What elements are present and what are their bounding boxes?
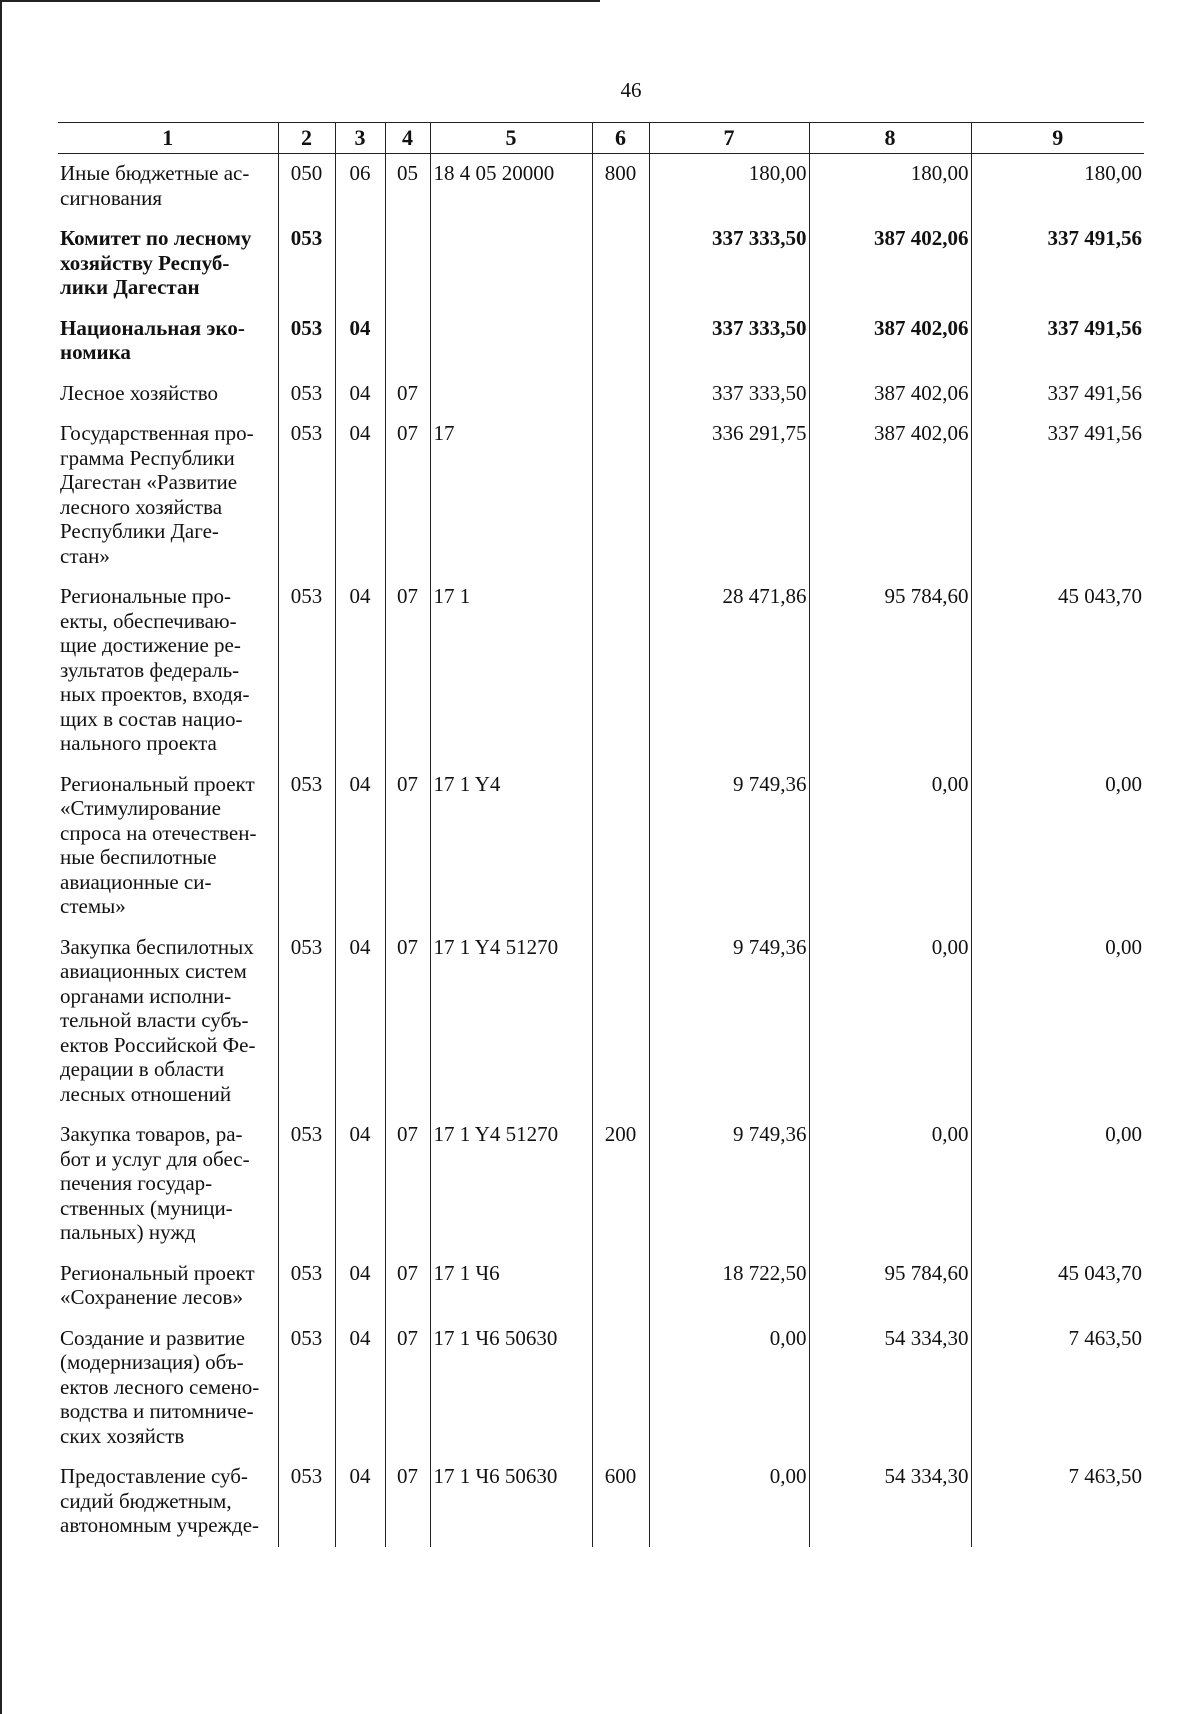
cell-subsection-code: 07 xyxy=(385,374,430,415)
cell-amount-col8: 180,00 xyxy=(809,154,971,220)
row-name: Региональный проект «Сохранение лесов» xyxy=(60,1260,255,1309)
table-row xyxy=(58,928,1144,1116)
cell-amount-col9: 45 043,70 xyxy=(971,577,1144,765)
cell-ministry-code: 053 xyxy=(278,374,335,415)
cell-amount-col7: 337 333,50 xyxy=(649,309,809,374)
cell-subsection-code: 05 xyxy=(385,154,430,220)
cell-ministry-code: 053 xyxy=(278,1457,335,1547)
cell-subsection-code: 07 xyxy=(385,577,430,765)
cell-target-article xyxy=(430,219,592,309)
cell-subsection-code: 07 xyxy=(385,1115,430,1254)
page-number: 46 xyxy=(620,78,642,102)
cell-expense-type xyxy=(592,414,649,577)
cell-target-article: 17 1 Ч6 50630 xyxy=(430,1319,592,1458)
cell-expense-type xyxy=(592,928,649,1116)
header-row xyxy=(58,123,1144,154)
cell-section-code: 04 xyxy=(335,1319,385,1458)
page-border-top xyxy=(0,0,600,2)
cell-amount-col7: 336 291,75 xyxy=(649,414,809,577)
cell-ministry-code: 053 xyxy=(278,928,335,1116)
cell-section-code: 04 xyxy=(335,414,385,577)
cell-amount-col7: 9 749,36 xyxy=(649,928,809,1116)
column-header: 7 xyxy=(649,123,809,154)
row-name: Региональный проект «Стимулирование спроса на отечествен- ные беспилотные авиационные си- стемы» xyxy=(60,771,257,918)
cell-amount-col8: 54 334,30 xyxy=(809,1457,971,1547)
cell-amount-col8: 95 784,60 xyxy=(809,1254,971,1319)
cell-expense-type xyxy=(592,374,649,415)
table-row xyxy=(58,1254,1144,1319)
table-row xyxy=(58,1457,1144,1547)
table-row xyxy=(58,154,1144,220)
cell-amount-col8: 54 334,30 xyxy=(809,1319,971,1458)
table-row xyxy=(58,309,1144,374)
table-body xyxy=(58,154,1144,1547)
cell-amount-col7: 0,00 xyxy=(649,1319,809,1458)
table-row xyxy=(58,374,1144,415)
cell-expense-type xyxy=(592,1319,649,1458)
cell-target-article: 17 1 Y4 xyxy=(430,765,592,928)
column-header: 2 xyxy=(278,123,335,154)
cell-amount-col7: 28 471,86 xyxy=(649,577,809,765)
cell-expense-type: 600 xyxy=(592,1457,649,1547)
row-name: Закупка беспилотных авиационных систем органами исполни- тельной власти субъ- ектов Российской Фе- дерации в области лесных отношений xyxy=(60,934,256,1106)
cell-expense-type xyxy=(592,1254,649,1319)
cell-section-code: 06 xyxy=(335,154,385,220)
row-name: Региональные про- екты, обеспечиваю- щие достижение ре- зультатов федераль- ных проектов, входя- щих в состав нацио- нального проекта xyxy=(60,584,250,755)
cell-amount-col9: 337 491,56 xyxy=(971,309,1144,374)
page-border-left xyxy=(0,0,2,1714)
cell-subsection-code: 07 xyxy=(385,1319,430,1458)
row-name: Создание и развитие (модернизация) объ- ектов лесного семено- водства и питомниче- ских хозяйств xyxy=(60,1325,260,1448)
cell-section-code: 04 xyxy=(335,765,385,928)
cell-ministry-code: 053 xyxy=(278,577,335,765)
cell-amount-col8: 95 784,60 xyxy=(809,577,971,765)
cell-section-code: 04 xyxy=(335,928,385,1116)
cell-amount-col8: 387 402,06 xyxy=(809,219,971,309)
cell-expense-type: 800 xyxy=(592,154,649,220)
row-name: Национальная эко- номика xyxy=(60,315,245,364)
cell-target-article: 17 1 Ч6 50630 xyxy=(430,1457,592,1547)
cell-amount-col7: 0,00 xyxy=(649,1457,809,1547)
row-name: Комитет по лесному хозяйству Респуб- лики Дагестан xyxy=(60,226,252,299)
column-header: 4 xyxy=(385,123,430,154)
cell-target-article: 17 1 Ч6 xyxy=(430,1254,592,1319)
column-header: 5 xyxy=(430,123,592,154)
cell-amount-col7: 9 749,36 xyxy=(649,1115,809,1254)
cell-amount-col8: 387 402,06 xyxy=(809,309,971,374)
cell-amount-col7: 18 722,50 xyxy=(649,1254,809,1319)
cell-target-article: 17 1 xyxy=(430,577,592,765)
cell-amount-col9: 180,00 xyxy=(971,154,1144,220)
cell-ministry-code: 053 xyxy=(278,219,335,309)
cell-target-article: 17 xyxy=(430,414,592,577)
cell-amount-col9: 7 463,50 xyxy=(971,1457,1144,1547)
cell-ministry-code: 053 xyxy=(278,1254,335,1319)
cell-amount-col7: 180,00 xyxy=(649,154,809,220)
table-row xyxy=(58,765,1144,928)
table-row xyxy=(58,1115,1144,1254)
cell-section-code: 04 xyxy=(335,577,385,765)
cell-ministry-code: 053 xyxy=(278,765,335,928)
cell-section-code: 04 xyxy=(335,1115,385,1254)
row-name: Иные бюджетные ас- сигнования xyxy=(60,161,250,210)
cell-target-article: 17 1 Y4 51270 xyxy=(430,1115,592,1254)
cell-section-code xyxy=(335,219,385,309)
cell-amount-col8: 0,00 xyxy=(809,1115,971,1254)
cell-section-code: 04 xyxy=(335,1457,385,1547)
cell-amount-col9: 337 491,56 xyxy=(971,219,1144,309)
row-name: Предоставление суб- сидий бюджетным, автономным учрежде- xyxy=(60,1464,260,1537)
table-row xyxy=(58,414,1144,577)
cell-expense-type xyxy=(592,765,649,928)
cell-ministry-code: 053 xyxy=(278,1319,335,1458)
cell-subsection-code xyxy=(385,219,430,309)
cell-section-code: 04 xyxy=(335,374,385,415)
row-name: Лесное хозяйство xyxy=(60,380,218,405)
cell-amount-col9: 0,00 xyxy=(971,1115,1144,1254)
cell-ministry-code: 053 xyxy=(278,1115,335,1254)
cell-section-code: 04 xyxy=(335,309,385,374)
cell-subsection-code: 07 xyxy=(385,1457,430,1547)
row-name: Государственная про- грамма Республики Дагестан «Развитие лесного хозяйства Республики Даге- стан» xyxy=(60,421,254,568)
column-header: 1 xyxy=(58,123,278,154)
cell-amount-col7: 337 333,50 xyxy=(649,219,809,309)
cell-amount-col7: 337 333,50 xyxy=(649,374,809,415)
cell-subsection-code: 07 xyxy=(385,928,430,1116)
cell-amount-col9: 337 491,56 xyxy=(971,414,1144,577)
table-row xyxy=(58,219,1144,309)
cell-amount-col9: 337 491,56 xyxy=(971,374,1144,415)
cell-ministry-code: 053 xyxy=(278,309,335,374)
cell-target-article xyxy=(430,309,592,374)
cell-subsection-code: 07 xyxy=(385,414,430,577)
column-header: 9 xyxy=(971,123,1144,154)
cell-section-code: 04 xyxy=(335,1254,385,1319)
cell-amount-col8: 387 402,06 xyxy=(809,414,971,577)
cell-subsection-code: 07 xyxy=(385,1254,430,1319)
column-header: 8 xyxy=(809,123,971,154)
cell-target-article: 17 1 Y4 51270 xyxy=(430,928,592,1116)
cell-ministry-code: 050 xyxy=(278,154,335,220)
cell-target-article xyxy=(430,374,592,415)
budget-table xyxy=(58,122,1144,1547)
cell-amount-col9: 0,00 xyxy=(971,765,1144,928)
cell-amount-col9: 7 463,50 xyxy=(971,1319,1144,1458)
cell-amount-col7: 9 749,36 xyxy=(649,765,809,928)
cell-expense-type xyxy=(592,577,649,765)
column-header: 6 xyxy=(592,123,649,154)
column-header: 3 xyxy=(335,123,385,154)
cell-expense-type xyxy=(592,219,649,309)
cell-amount-col8: 387 402,06 xyxy=(809,374,971,415)
cell-expense-type: 200 xyxy=(592,1115,649,1254)
row-name: Закупка товаров, ра- бот и услуг для обес- печения государ- ственных (муници- пальных) нужд xyxy=(60,1122,250,1244)
cell-subsection-code xyxy=(385,309,430,374)
cell-amount-col9: 0,00 xyxy=(971,928,1144,1116)
cell-amount-col8: 0,00 xyxy=(809,928,971,1116)
table-row xyxy=(58,1319,1144,1458)
cell-ministry-code: 053 xyxy=(278,414,335,577)
cell-expense-type xyxy=(592,309,649,374)
table-row xyxy=(58,577,1144,765)
cell-subsection-code: 07 xyxy=(385,765,430,928)
cell-amount-col8: 0,00 xyxy=(809,765,971,928)
cell-target-article: 18 4 05 20000 xyxy=(430,154,592,220)
cell-amount-col9: 45 043,70 xyxy=(971,1254,1144,1319)
